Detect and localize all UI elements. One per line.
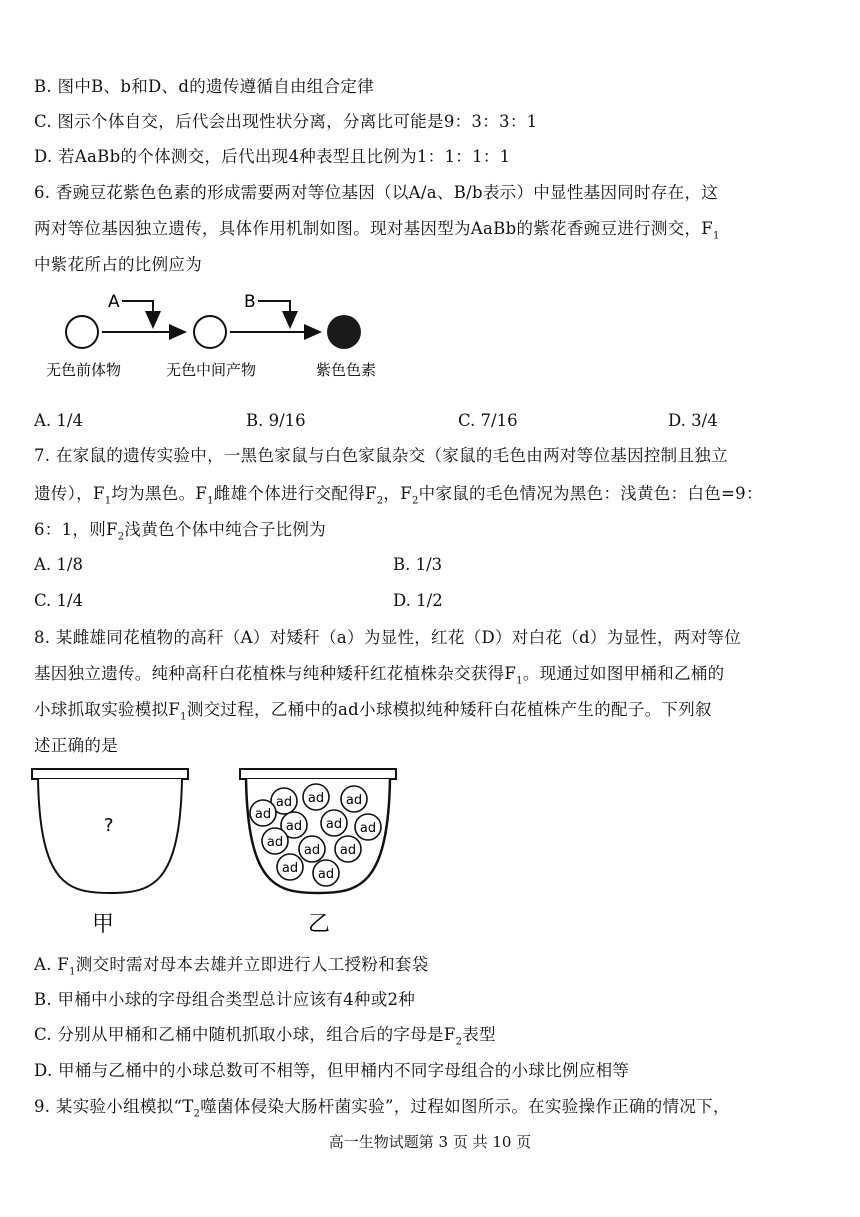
q7-option-a: A. 1/8 [34,555,83,574]
q8-opt-c-text: C. 分别从甲桶和乙桶中随机抓取小球，组合后的字母是F [34,1025,456,1044]
page-footer: 高一生物试题第 3 页 共 10 页 [328,1133,532,1151]
q8-opt-c-end: 表型 [462,1025,496,1044]
ad-ball-label: ad [345,793,363,808]
node2-label: 无色中间产物 [166,361,257,379]
subscript: 2 [193,1108,201,1120]
bucket-yi-label: 乙 [308,912,331,937]
q8-stem-line1: 8. 某雌雄同花植物的高秆（A）对矮秆（a）为显性，红花（D）对白花（d）为显性，两对等位 [34,628,742,647]
q6-pathway-diagram [40,285,420,385]
ad-ball-label: ad [325,817,343,832]
q6-stem-line3: 中紫花所占的比例应为 [34,255,202,274]
q8-option-b: B. 甲桶中小球的字母组合类型总计应该有4种或2种 [34,990,416,1009]
ad-ball-label: ad [307,791,325,806]
q8-text-d: 测交过程，乙桶中的ad小球模拟纯种矮秆白花植株产生的配子。下列叙 [186,700,712,719]
q7-stem-line2 [34,484,763,511]
q8-opt-a-prefix: A. F [34,955,70,974]
q7-option-b: B. 1/3 [393,555,443,574]
q7-text-a: 遗传），F [34,484,105,503]
gene-a-label: A [108,292,120,312]
q8-stem-line4: 述正确的是 [34,736,118,755]
q6-option-d: D. 3/4 [668,411,718,430]
q8-option-d: D. 甲桶与乙桶中的小球总数可不相等，但甲桶内不同字母组合的小球比例应相等 [34,1061,630,1080]
q7-text-f: 6：1，则F [34,520,118,539]
ad-ball-label: ad [254,807,272,822]
q8-stem-line2 [34,664,724,691]
q8-stem-line3 [34,700,712,727]
q8-option-c [34,1025,496,1052]
bucket-jia-question-mark: ? [104,815,114,836]
node3-label: 紫色色素 [316,361,377,379]
q6-stem-line2 [34,219,720,246]
purple-pigment-node [327,315,361,349]
q6-stem-line2-text: 两对等位基因独立遗传，具体作用机制如图。现对基因型为AaBb的紫花香豌豆进行测交，F [34,219,713,238]
q9-text-a: 9. 某实验小组模拟“T [34,1097,194,1116]
subscript: 2 [117,531,125,543]
q8-opt-a-text: 测交时需对母本去雄并立即进行人工授粉和套袋 [75,955,429,974]
q8-text-c: 小球抓取实验模拟F [34,700,181,719]
ad-ball-label: ad [317,867,335,882]
q7-option-c: C. 1/4 [34,591,84,610]
intermediate-node [194,316,226,348]
subscript: 2 [376,495,384,507]
q8-text-b: 。现通过如图甲桶和乙桶的 [522,664,725,683]
gene-b-label: B [244,292,256,312]
q7-option-d: D. 1/2 [393,591,443,610]
q8-option-a [34,955,429,982]
ad-ball-label: ad [339,843,357,858]
subscript: 2 [411,495,419,507]
q8-text-a: 基因独立遗传。纯种高秆白花植株与纯种矮秆红花植株杂交获得F [34,664,517,683]
ad-ball-label: ad [275,795,293,810]
subscript: 1 [69,966,76,978]
ad-ball-label: ad [281,861,299,876]
q6-stem-line1: 6. 香豌豆花紫色色素的形成需要两对等位基因（以A/a、B/b表示）中显性基因同时存在，这 [34,183,719,202]
bucket-jia-label: 甲 [92,912,115,937]
node1-label: 无色前体物 [46,361,122,379]
q5-option-d: D. 若AaBb的个体测交，后代出现4种表型且比例为1：1：1：1 [34,147,511,166]
subscript: 1 [516,675,523,687]
q7-text-d: ，F [383,484,412,503]
bucket-jia-body [38,779,182,893]
q5-option-c: C. 图示个体自交，后代会出现性状分离，分离比可能是9：3：3：1 [34,112,538,131]
bucket-jia-rim [32,769,188,779]
q6-subscript: 1 [713,230,720,242]
q8-buckets-figure [28,765,408,945]
subscript: 1 [180,711,187,723]
q6-option-a: A. 1/4 [34,411,83,430]
q9-text-b: 噬菌体侵染大肠杆菌实验”，过程如图所示。在实验操作正确的情况下， [200,1097,730,1116]
subscript: 1 [207,495,214,507]
q7-stem-line3 [34,520,326,547]
ad-ball-label: ad [359,821,377,836]
subscript: 1 [104,495,112,507]
gene-a-arrow [122,301,153,327]
q6-option-b: B. 9/16 [246,411,306,430]
bucket-yi-rim [240,769,396,779]
q7-stem-line1: 7. 在家鼠的遗传实验中，一黑色家鼠与白色家鼠杂交（家鼠的毛色由两对等位基因控制且独立 [34,446,728,465]
q5-option-b: B. 图中B、b和D、d的遗传遵循自由组合定律 [34,77,374,96]
q9-stem-line1 [34,1097,730,1124]
q7-text-b: 均为黑色。F [111,484,208,503]
subscript: 2 [455,1036,463,1048]
q6-option-c: C. 7/16 [458,411,518,430]
q7-text-g: 浅黄色个体中纯合子比例为 [124,520,327,539]
precursor-node [66,316,98,348]
ad-ball-label: ad [266,835,284,850]
ad-ball-label: ad [303,843,321,858]
q7-text-e: 中家鼠的毛色情况为黑色：浅黄色：白色=9： [418,484,763,503]
gene-b-arrow [258,301,290,327]
q7-text-c: 雌雄个体进行交配得F [213,484,377,503]
ad-ball-label: ad [285,819,303,834]
